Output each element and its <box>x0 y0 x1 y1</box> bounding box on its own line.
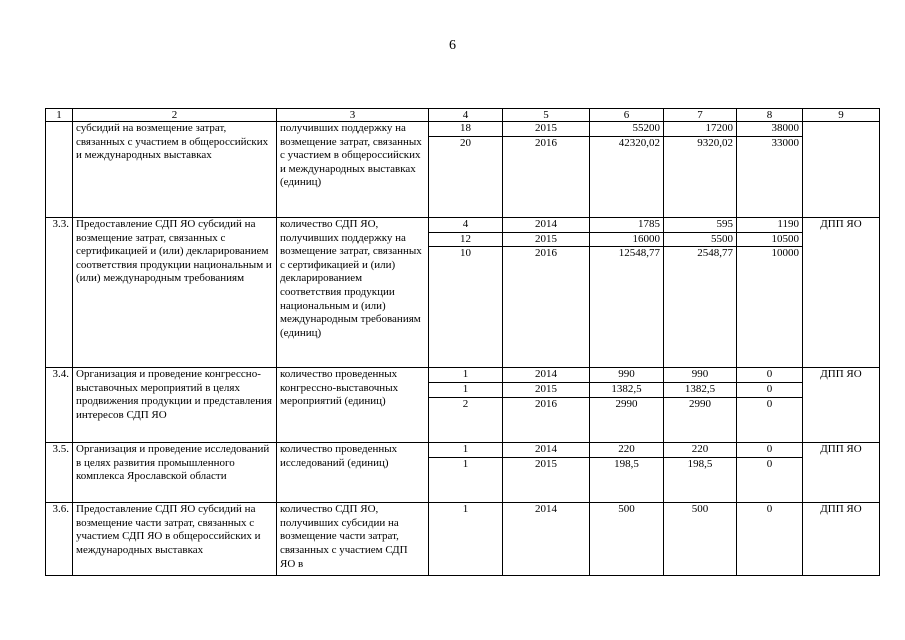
row-number-cell <box>46 122 73 218</box>
value-cell: 198,5 <box>664 458 737 503</box>
year-cell: 2015 <box>503 458 590 503</box>
value-cell: 17200 <box>664 122 737 137</box>
value-cell: 5500 <box>664 232 737 247</box>
value-cell: 198,5 <box>590 458 664 503</box>
executor-cell: ДПП ЯО <box>803 503 880 576</box>
value-cell: 1382,5 <box>664 383 737 398</box>
value-cell: 990 <box>664 368 737 383</box>
quantity-cell: 12 <box>429 232 503 247</box>
value-cell: 38000 <box>737 122 803 137</box>
year-cell: 2015 <box>503 232 590 247</box>
col-header: 1 <box>46 109 73 122</box>
value-cell: 0 <box>737 368 803 383</box>
quantity-cell: 1 <box>429 383 503 398</box>
table-row <box>46 368 880 383</box>
year-cell: 2014 <box>503 443 590 458</box>
year-cell: 2015 <box>503 383 590 398</box>
value-cell: 220 <box>664 443 737 458</box>
row-number-cell: 3.3. <box>46 218 73 368</box>
row-number-cell: 3.5. <box>46 443 73 503</box>
value-cell: 42320,02 <box>590 137 664 218</box>
row-number-cell: 3.4. <box>46 368 73 443</box>
value-cell: 9320,02 <box>664 137 737 218</box>
table-row <box>46 218 880 233</box>
year-cell: 2016 <box>503 137 590 218</box>
table-row <box>46 443 880 458</box>
year-cell: 2015 <box>503 122 590 137</box>
col-header: 7 <box>664 109 737 122</box>
quantity-cell: 18 <box>429 122 503 137</box>
year-cell: 2016 <box>503 247 590 368</box>
indicator-cell: получивших поддержку на возмещение затрат, связанных с участием в общероссийских и международных выставках (единиц) <box>277 122 429 218</box>
value-cell: 500 <box>664 503 737 576</box>
value-cell: 33000 <box>737 137 803 218</box>
value-cell: 10500 <box>737 232 803 247</box>
quantity-cell: 1 <box>429 368 503 383</box>
executor-cell: ДПП ЯО <box>803 443 880 503</box>
value-cell: 0 <box>737 458 803 503</box>
quantity-cell: 1 <box>429 458 503 503</box>
value-cell: 500 <box>590 503 664 576</box>
value-cell: 220 <box>590 443 664 458</box>
col-header: 5 <box>503 109 590 122</box>
measure-name-cell: Предоставление СДП ЯО субсидий на возмещение затрат, связанных с сертификацией и (или) декларированием соответствия продукции национальным и (или) международным требованиям <box>73 218 277 368</box>
measure-name-cell: Предоставление СДП ЯО субсидий на возмещение части затрат, связанных с участием СДП ЯО в общероссийских и международных выставках <box>73 503 277 576</box>
value-cell: 1785 <box>590 218 664 233</box>
table-row <box>46 503 880 576</box>
value-cell: 16000 <box>590 232 664 247</box>
year-cell: 2016 <box>503 398 590 443</box>
value-cell: 12548,77 <box>590 247 664 368</box>
indicator-cell: количество проведенных конгрессно-выставочных мероприятий (единиц) <box>277 368 429 443</box>
table-row <box>46 122 880 137</box>
value-cell: 1190 <box>737 218 803 233</box>
year-cell: 2014 <box>503 218 590 233</box>
quantity-cell: 2 <box>429 398 503 443</box>
indicator-cell: количество СДП ЯО, получивших поддержку на возмещение затрат, связанных с сертификацией и (или) декларированием соответствия продукции национальным и (или) международным требованиям (единиц) <box>277 218 429 368</box>
value-cell: 1382,5 <box>590 383 664 398</box>
value-cell: 990 <box>590 368 664 383</box>
executor-cell: ДПП ЯО <box>803 368 880 443</box>
year-cell: 2014 <box>503 503 590 576</box>
executor-cell <box>803 122 880 218</box>
program-table <box>45 108 880 576</box>
col-header: 9 <box>803 109 880 122</box>
quantity-cell: 1 <box>429 503 503 576</box>
value-cell: 595 <box>664 218 737 233</box>
value-cell: 0 <box>737 503 803 576</box>
col-header: 4 <box>429 109 503 122</box>
value-cell: 2990 <box>590 398 664 443</box>
row-number-cell: 3.6. <box>46 503 73 576</box>
quantity-cell: 10 <box>429 247 503 368</box>
value-cell: 2548,77 <box>664 247 737 368</box>
executor-cell: ДПП ЯО <box>803 218 880 368</box>
quantity-cell: 20 <box>429 137 503 218</box>
header-row <box>46 109 880 122</box>
quantity-cell: 4 <box>429 218 503 233</box>
year-cell: 2014 <box>503 368 590 383</box>
value-cell: 0 <box>737 398 803 443</box>
value-cell: 0 <box>737 383 803 398</box>
col-header: 2 <box>73 109 277 122</box>
value-cell: 2990 <box>664 398 737 443</box>
col-header: 6 <box>590 109 664 122</box>
col-header: 8 <box>737 109 803 122</box>
value-cell: 0 <box>737 443 803 458</box>
indicator-cell: количество проведенных исследований (единиц) <box>277 443 429 503</box>
measure-name-cell: Организация и проведение исследований в целях развития промышленного комплекса Ярославской области <box>73 443 277 503</box>
value-cell: 55200 <box>590 122 664 137</box>
measure-name-cell: субсидий на возмещение затрат, связанных с участием в общероссийских и международных выставках <box>73 122 277 218</box>
value-cell: 10000 <box>737 247 803 368</box>
quantity-cell: 1 <box>429 443 503 458</box>
measure-name-cell: Организация и проведение конгрессно-выставочных мероприятий в целях продвижения продукции и представления интересов СДП ЯО <box>73 368 277 443</box>
page-number: 6 <box>449 38 456 53</box>
indicator-cell: количество СДП ЯО, получивших субсидии на возмещение части затрат, связанных с участием СДП ЯО в <box>277 503 429 576</box>
col-header: 3 <box>277 109 429 122</box>
